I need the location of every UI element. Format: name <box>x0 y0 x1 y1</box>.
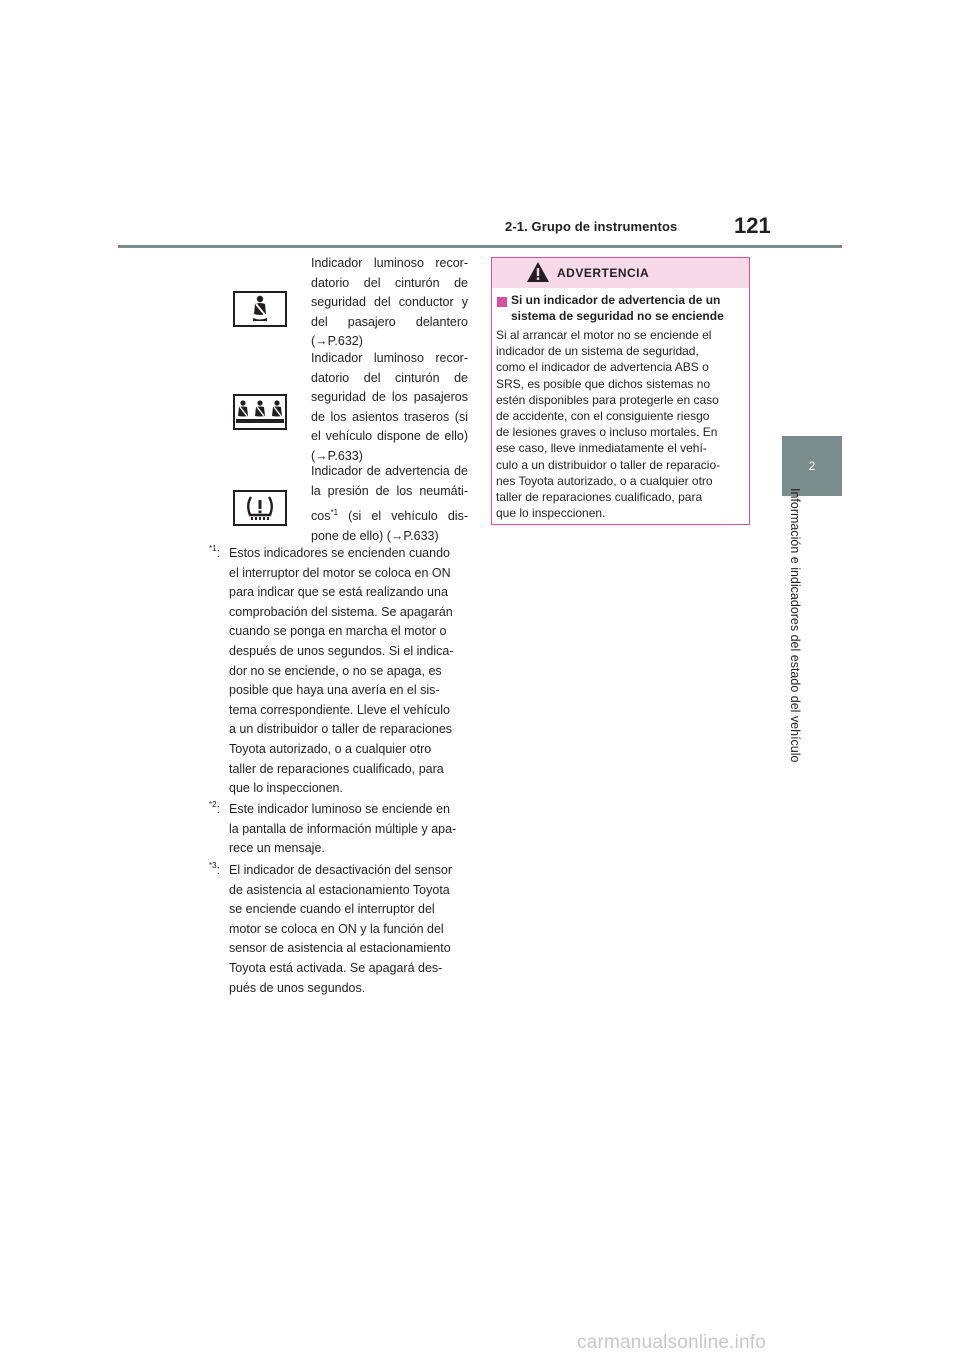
section-title: 2-1. Grupo de instrumentos <box>505 219 678 234</box>
header-rule <box>118 245 842 248</box>
footnote-mark: *2 <box>209 800 217 809</box>
indicator-description-seatbelt-rear: Indicador luminoso recor- datorio del cinturón de seguridad de los pasajeros de los asientos traseros (si el vehículo dispone de ello) (→P.633) <box>311 351 468 463</box>
footnote-2: $^{*2}$: Este indicador luminoso se enciende en la pantalla de información múltiple y apa- rece un mensaje. <box>209 800 457 856</box>
chapter-number: 2 <box>808 459 816 473</box>
tire-pressure-warning-icon <box>233 490 287 526</box>
warning-title: ADVERTENCIA <box>557 266 650 280</box>
page-number: 121 <box>734 213 771 238</box>
footnote-3: $^{*3}$: El indicador de desactivación del sensor de asistencia al estacionamiento Toyota se enciende cuando el interruptor del motor se coloca en ON y la función del sensor de asistencia al estacionamiento Toyota está activada. Se apagará des- pués de unos segundos. <box>209 861 453 995</box>
warning-subtitle: Si un indicador de advertencia de un sistema de seguridad no se enciende <box>511 293 724 323</box>
footnote-1: $^{*1}$: Estos indicadores se encienden cuando el interruptor del motor se coloca en ON para indicar que se está realizando una comprobación del sistema. Se apagarán cuando se ponga en marcha el motor o después de unos segundos. Si el indica- dor no se enciende, o no se apaga, es posible que haya una avería en el sis- tema correspondiente. Lleve el vehículo a un distribuidor o taller de reparaciones Toyota autorizado, o a cualquier otro taller de reparaciones cualificado, para que lo inspeccionen. <box>209 544 454 796</box>
warning-body: Si al arrancar el motor no se enciende el indicador de un sistema de seguridad, como el indicador de advertencia ABS o SRS, es posible que dichos sistemas no estén disponibles para protegerle en caso de accidente, con el consiguiente riesgo de lesiones graves o incluso mortales. En ese caso, lleve inmediatamente el vehí- culo a un distribuidor o taller de reparacio- nes Toyota autorizado, o a cualquier otro taller de reparaciones cualificado, para que lo inspeccionen. <box>496 328 721 521</box>
watermark: carmanualsonline.info <box>577 1332 767 1353</box>
seatbelt-front-icon <box>233 291 287 327</box>
chapter-title: Información e indicadores del estado del vehículo <box>788 488 802 763</box>
seatbelt-rear-icon <box>233 394 287 430</box>
indicator-description-tire-pressure: Indicador de advertencia de la presión de los neumáti- $\cos^{*1} (si$ el vehículo dis- pone de ello) (→P.633) <box>311 464 468 543</box>
footnote-mark: *1 <box>209 544 217 553</box>
indicator-description-seatbelt-front: Indicador luminoso recor- datorio del cinturón de seguridad del conductor y del pasajero delantero (→P.632) <box>311 256 468 349</box>
warning-bullet-icon <box>497 297 507 307</box>
footnote-mark: *3 <box>209 861 217 870</box>
warning-triangle-icon <box>526 261 550 283</box>
